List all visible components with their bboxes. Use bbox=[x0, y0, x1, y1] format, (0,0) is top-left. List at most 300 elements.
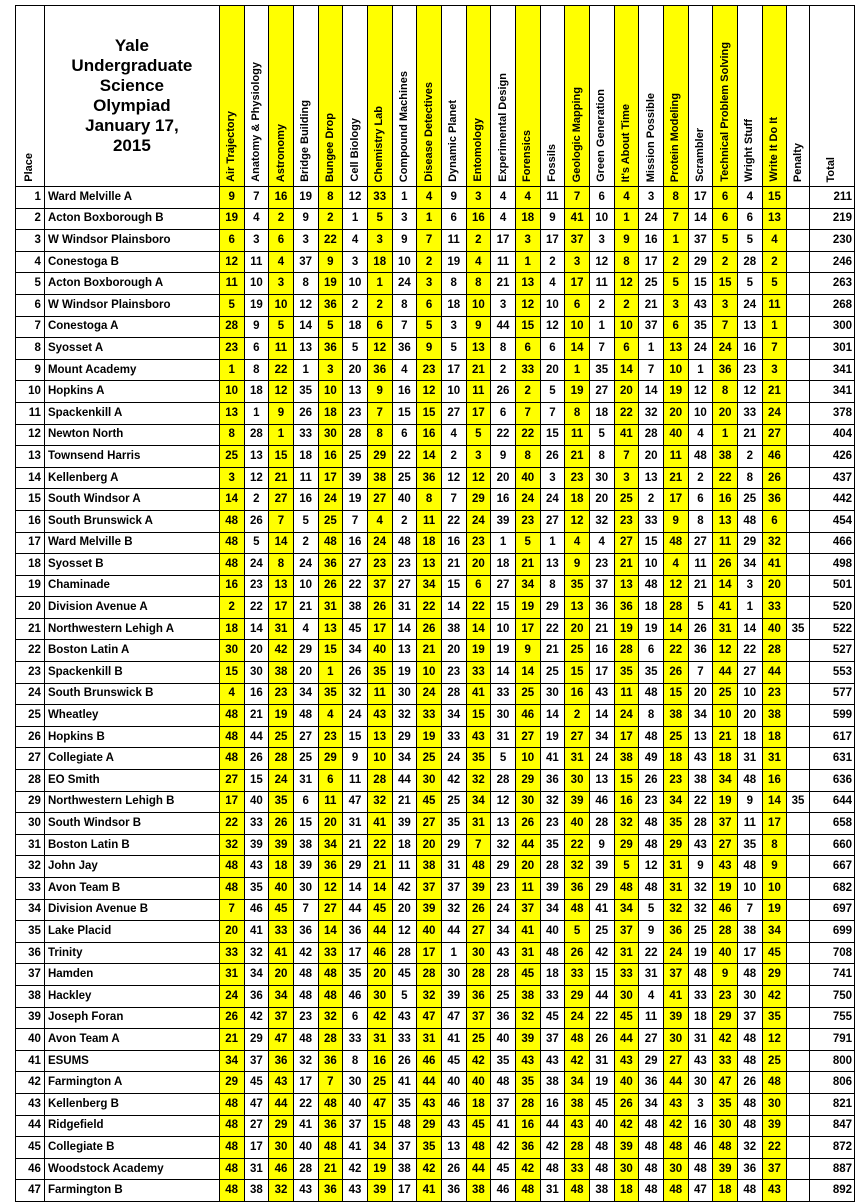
table-row bbox=[16, 770, 855, 792]
score-cell: 22 bbox=[688, 791, 713, 813]
place-cell: 36 bbox=[16, 942, 45, 964]
score-cell: 18 bbox=[713, 1180, 738, 1202]
score-cell: 20 bbox=[491, 467, 516, 489]
score-cell: 35 bbox=[367, 662, 392, 684]
score-cell: 48 bbox=[318, 1137, 343, 1159]
score-cell: 2 bbox=[515, 381, 540, 403]
score-cell: 22 bbox=[762, 1137, 787, 1159]
score-cell: 42 bbox=[367, 1007, 392, 1029]
score-cell: 12 bbox=[614, 273, 639, 295]
score-cell: 19 bbox=[713, 791, 738, 813]
score-cell: 34 bbox=[663, 791, 688, 813]
total-cell: 800 bbox=[809, 1050, 854, 1072]
score-cell: 33 bbox=[293, 424, 318, 446]
score-cell: 2 bbox=[491, 359, 516, 381]
score-cell: 36 bbox=[466, 985, 491, 1007]
score-cell: 47 bbox=[417, 1007, 442, 1029]
score-cell: 29 bbox=[367, 446, 392, 468]
team-name-cell: Collegiate A bbox=[44, 748, 219, 770]
penalty-cell bbox=[787, 1007, 810, 1029]
score-cell: 6 bbox=[219, 230, 244, 252]
score-cell: 42 bbox=[565, 1050, 590, 1072]
score-cell: 40 bbox=[244, 791, 269, 813]
score-cell: 29 bbox=[244, 1029, 269, 1051]
event-header: Technical Problem Solving bbox=[713, 6, 738, 187]
score-cell: 20 bbox=[762, 575, 787, 597]
score-cell: 39 bbox=[367, 1180, 392, 1202]
score-cell: 19 bbox=[392, 662, 417, 684]
score-cell: 10 bbox=[614, 316, 639, 338]
score-cell: 20 bbox=[515, 856, 540, 878]
score-cell: 20 bbox=[293, 662, 318, 684]
score-cell: 13 bbox=[589, 770, 614, 792]
score-cell: 27 bbox=[219, 770, 244, 792]
total-cell: 755 bbox=[809, 1007, 854, 1029]
score-cell: 43 bbox=[688, 1050, 713, 1072]
score-cell: 5 bbox=[713, 230, 738, 252]
score-cell: 14 bbox=[244, 618, 269, 640]
score-cell: 19 bbox=[540, 726, 565, 748]
table-row bbox=[16, 726, 855, 748]
score-cell: 48 bbox=[639, 1115, 664, 1137]
score-cell: 28 bbox=[614, 640, 639, 662]
score-cell: 43 bbox=[688, 294, 713, 316]
score-cell: 1 bbox=[392, 187, 417, 209]
score-cell: 39 bbox=[565, 791, 590, 813]
score-cell: 3 bbox=[219, 467, 244, 489]
score-cell: 31 bbox=[688, 1029, 713, 1051]
score-cell: 41 bbox=[663, 985, 688, 1007]
score-cell: 48 bbox=[565, 899, 590, 921]
score-cell: 38 bbox=[663, 705, 688, 727]
score-cell: 27 bbox=[688, 532, 713, 554]
team-name-cell: Hopkins A bbox=[44, 381, 219, 403]
score-cell: 9 bbox=[688, 856, 713, 878]
score-cell: 27 bbox=[614, 532, 639, 554]
score-cell: 29 bbox=[540, 597, 565, 619]
score-cell: 18 bbox=[244, 381, 269, 403]
score-cell: 3 bbox=[614, 467, 639, 489]
total-cell: 821 bbox=[809, 1093, 854, 1115]
score-cell: 7 bbox=[515, 402, 540, 424]
score-cell: 8 bbox=[491, 338, 516, 360]
score-cell: 12 bbox=[269, 381, 294, 403]
team-name-cell: South Brunswick A bbox=[44, 510, 219, 532]
score-cell: 12 bbox=[713, 640, 738, 662]
table-row bbox=[16, 359, 855, 381]
place-cell: 24 bbox=[16, 683, 45, 705]
score-cell: 8 bbox=[589, 446, 614, 468]
score-cell: 34 bbox=[293, 683, 318, 705]
place-cell: 39 bbox=[16, 1007, 45, 1029]
score-cell: 24 bbox=[515, 489, 540, 511]
total-cell: 454 bbox=[809, 510, 854, 532]
score-cell: 27 bbox=[417, 813, 442, 835]
score-cell: 18 bbox=[614, 1180, 639, 1202]
score-cell: 48 bbox=[491, 1072, 516, 1094]
score-cell: 36 bbox=[318, 338, 343, 360]
score-cell: 27 bbox=[343, 554, 368, 576]
score-cell: 27 bbox=[441, 402, 466, 424]
score-cell: 28 bbox=[293, 1158, 318, 1180]
score-cell: 31 bbox=[318, 597, 343, 619]
score-cell: 44 bbox=[417, 1072, 442, 1094]
score-cell: 45 bbox=[417, 791, 442, 813]
score-cell: 26 bbox=[441, 1158, 466, 1180]
score-cell: 8 bbox=[219, 424, 244, 446]
score-cell: 18 bbox=[713, 748, 738, 770]
total-cell: 631 bbox=[809, 748, 854, 770]
score-cell: 40 bbox=[762, 618, 787, 640]
score-cell: 19 bbox=[589, 1072, 614, 1094]
score-cell: 21 bbox=[540, 640, 565, 662]
score-cell: 17 bbox=[737, 942, 762, 964]
score-cell: 12 bbox=[491, 791, 516, 813]
score-cell: 41 bbox=[244, 921, 269, 943]
penalty-cell bbox=[787, 510, 810, 532]
score-cell: 5 bbox=[589, 424, 614, 446]
penalty-cell bbox=[787, 489, 810, 511]
score-cell: 6 bbox=[392, 424, 417, 446]
total-cell: 708 bbox=[809, 942, 854, 964]
score-cell: 9 bbox=[614, 230, 639, 252]
place-cell: 26 bbox=[16, 726, 45, 748]
score-cell: 23 bbox=[491, 878, 516, 900]
score-cell: 10 bbox=[417, 662, 442, 684]
score-cell: 45 bbox=[392, 964, 417, 986]
score-cell: 36 bbox=[318, 1050, 343, 1072]
score-cell: 30 bbox=[589, 467, 614, 489]
score-cell: 7 bbox=[219, 899, 244, 921]
score-cell: 2 bbox=[540, 251, 565, 273]
penalty-cell bbox=[787, 1115, 810, 1137]
score-cell: 31 bbox=[663, 856, 688, 878]
event-header: Write It Do It bbox=[762, 6, 787, 187]
score-cell: 28 bbox=[244, 424, 269, 446]
score-cell: 32 bbox=[244, 942, 269, 964]
score-cell: 19 bbox=[269, 705, 294, 727]
score-cell: 22 bbox=[367, 834, 392, 856]
score-cell: 11 bbox=[589, 273, 614, 295]
score-cell: 13 bbox=[219, 402, 244, 424]
penalty-cell bbox=[787, 683, 810, 705]
score-cell: 28 bbox=[688, 813, 713, 835]
penalty-cell bbox=[787, 748, 810, 770]
score-cell: 9 bbox=[565, 554, 590, 576]
score-cell: 48 bbox=[639, 878, 664, 900]
penalty-cell bbox=[787, 230, 810, 252]
score-cell: 4 bbox=[491, 208, 516, 230]
score-cell: 19 bbox=[417, 726, 442, 748]
score-cell: 13 bbox=[491, 813, 516, 835]
score-cell: 21 bbox=[367, 856, 392, 878]
score-cell: 26 bbox=[565, 942, 590, 964]
score-cell: 35 bbox=[762, 1007, 787, 1029]
score-cell: 32 bbox=[269, 1180, 294, 1202]
score-cell: 16 bbox=[688, 1115, 713, 1137]
score-cell: 25 bbox=[343, 446, 368, 468]
table-row bbox=[16, 1007, 855, 1029]
score-cell: 42 bbox=[343, 1158, 368, 1180]
score-cell: 2 bbox=[244, 489, 269, 511]
score-cell: 35 bbox=[688, 316, 713, 338]
total-cell: 219 bbox=[809, 208, 854, 230]
score-cell: 14 bbox=[663, 618, 688, 640]
score-cell: 41 bbox=[491, 1115, 516, 1137]
total-cell: 501 bbox=[809, 575, 854, 597]
score-cell: 15 bbox=[688, 273, 713, 295]
score-cell: 38 bbox=[269, 662, 294, 684]
score-cell: 39 bbox=[589, 856, 614, 878]
score-cell: 1 bbox=[614, 208, 639, 230]
score-cell: 20 bbox=[367, 964, 392, 986]
score-cell: 18 bbox=[466, 1093, 491, 1115]
score-cell: 34 bbox=[737, 554, 762, 576]
penalty-cell bbox=[787, 1137, 810, 1159]
score-cell: 39 bbox=[441, 985, 466, 1007]
score-cell: 15 bbox=[639, 532, 664, 554]
score-cell: 31 bbox=[540, 1180, 565, 1202]
score-cell: 14 bbox=[219, 489, 244, 511]
score-cell: 11 bbox=[417, 510, 442, 532]
score-cell: 20 bbox=[737, 705, 762, 727]
score-cell: 1 bbox=[565, 359, 590, 381]
score-cell: 48 bbox=[565, 1029, 590, 1051]
score-cell: 48 bbox=[688, 1158, 713, 1180]
score-cell: 31 bbox=[392, 597, 417, 619]
penalty-cell bbox=[787, 1180, 810, 1202]
score-cell: 1 bbox=[441, 942, 466, 964]
score-cell: 28 bbox=[367, 770, 392, 792]
score-cell: 37 bbox=[589, 575, 614, 597]
score-cell: 34 bbox=[269, 985, 294, 1007]
score-cell: 35 bbox=[293, 381, 318, 403]
score-cell: 41 bbox=[293, 1115, 318, 1137]
score-cell: 23 bbox=[318, 726, 343, 748]
team-name-cell: Trinity bbox=[44, 942, 219, 964]
score-cell: 38 bbox=[614, 748, 639, 770]
score-cell: 21 bbox=[343, 834, 368, 856]
score-cell: 29 bbox=[515, 770, 540, 792]
score-cell: 31 bbox=[515, 942, 540, 964]
score-cell: 25 bbox=[392, 467, 417, 489]
total-cell: 520 bbox=[809, 597, 854, 619]
score-cell: 9 bbox=[491, 446, 516, 468]
team-name-cell: Ward Melville B bbox=[44, 532, 219, 554]
score-cell: 39 bbox=[392, 813, 417, 835]
score-cell: 48 bbox=[219, 1137, 244, 1159]
score-cell: 29 bbox=[491, 856, 516, 878]
score-cell: 46 bbox=[269, 1158, 294, 1180]
score-cell: 35 bbox=[614, 662, 639, 684]
score-cell: 40 bbox=[589, 1115, 614, 1137]
score-cell: 30 bbox=[269, 1137, 294, 1159]
score-cell: 48 bbox=[589, 1137, 614, 1159]
score-cell: 5 bbox=[392, 985, 417, 1007]
score-cell: 27 bbox=[540, 510, 565, 532]
score-cell: 6 bbox=[589, 187, 614, 209]
event-header: Geologic Mapping bbox=[565, 6, 590, 187]
penalty-cell bbox=[787, 726, 810, 748]
score-cell: 48 bbox=[219, 878, 244, 900]
score-cell: 21 bbox=[417, 640, 442, 662]
score-cell: 37 bbox=[466, 1007, 491, 1029]
score-cell: 33 bbox=[343, 1029, 368, 1051]
score-cell: 38 bbox=[565, 1093, 590, 1115]
score-cell: 22 bbox=[244, 597, 269, 619]
score-cell: 24 bbox=[293, 554, 318, 576]
score-cell: 48 bbox=[219, 532, 244, 554]
score-cell: 27 bbox=[318, 899, 343, 921]
score-cell: 1 bbox=[367, 273, 392, 295]
score-cell: 5 bbox=[762, 273, 787, 295]
score-cell: 39 bbox=[614, 1137, 639, 1159]
score-cell: 14 bbox=[269, 532, 294, 554]
score-cell: 35 bbox=[392, 1093, 417, 1115]
score-cell: 10 bbox=[219, 381, 244, 403]
score-cell: 4 bbox=[269, 251, 294, 273]
score-cell: 48 bbox=[663, 532, 688, 554]
score-cell: 36 bbox=[318, 1115, 343, 1137]
score-cell: 31 bbox=[219, 964, 244, 986]
score-cell: 33 bbox=[639, 510, 664, 532]
score-cell: 33 bbox=[269, 921, 294, 943]
score-cell: 17 bbox=[219, 791, 244, 813]
score-cell: 35 bbox=[318, 683, 343, 705]
score-cell: 31 bbox=[244, 1158, 269, 1180]
score-cell: 36 bbox=[589, 597, 614, 619]
score-cell: 10 bbox=[639, 554, 664, 576]
place-cell: 2 bbox=[16, 208, 45, 230]
score-cell: 36 bbox=[441, 1180, 466, 1202]
score-cell: 23 bbox=[466, 532, 491, 554]
score-cell: 26 bbox=[392, 1050, 417, 1072]
team-name-cell: Kellenberg A bbox=[44, 467, 219, 489]
score-cell: 26 bbox=[713, 554, 738, 576]
score-cell: 39 bbox=[417, 899, 442, 921]
score-cell: 38 bbox=[713, 446, 738, 468]
score-cell: 9 bbox=[639, 921, 664, 943]
score-cell: 27 bbox=[491, 575, 516, 597]
score-cell: 14 bbox=[737, 618, 762, 640]
score-cell: 9 bbox=[417, 338, 442, 360]
score-cell: 17 bbox=[589, 662, 614, 684]
place-cell: 10 bbox=[16, 381, 45, 403]
score-cell: 23 bbox=[639, 791, 664, 813]
score-cell: 36 bbox=[343, 921, 368, 943]
score-cell: 39 bbox=[663, 1007, 688, 1029]
score-cell: 14 bbox=[293, 316, 318, 338]
score-cell: 48 bbox=[639, 1158, 664, 1180]
total-cell: 341 bbox=[809, 381, 854, 403]
table-row bbox=[16, 575, 855, 597]
table-row bbox=[16, 921, 855, 943]
score-cell: 32 bbox=[639, 402, 664, 424]
score-cell: 13 bbox=[244, 446, 269, 468]
score-cell: 9 bbox=[219, 187, 244, 209]
place-cell: 35 bbox=[16, 921, 45, 943]
score-cell: 6 bbox=[688, 489, 713, 511]
score-cell: 7 bbox=[269, 510, 294, 532]
score-cell: 31 bbox=[589, 1050, 614, 1072]
place-cell: 46 bbox=[16, 1158, 45, 1180]
score-cell: 2 bbox=[392, 510, 417, 532]
score-cell: 31 bbox=[466, 813, 491, 835]
score-cell: 25 bbox=[293, 748, 318, 770]
score-cell: 4 bbox=[614, 187, 639, 209]
event-header: Air Trajectory bbox=[219, 6, 244, 187]
score-cell: 18 bbox=[343, 316, 368, 338]
score-cell: 19 bbox=[639, 618, 664, 640]
team-name-cell: Northwestern Lehigh B bbox=[44, 791, 219, 813]
score-cell: 8 bbox=[466, 273, 491, 295]
place-cell: 29 bbox=[16, 791, 45, 813]
score-cell: 38 bbox=[762, 705, 787, 727]
table-row bbox=[16, 1093, 855, 1115]
score-cell: 24 bbox=[491, 899, 516, 921]
score-cell: 28 bbox=[737, 251, 762, 273]
score-cell: 17 bbox=[244, 1137, 269, 1159]
score-cell: 7 bbox=[688, 662, 713, 684]
score-cell: 32 bbox=[491, 834, 516, 856]
score-cell: 42 bbox=[269, 640, 294, 662]
score-cell: 34 bbox=[244, 964, 269, 986]
score-cell: 12 bbox=[244, 467, 269, 489]
place-cell: 4 bbox=[16, 251, 45, 273]
score-cell: 3 bbox=[565, 251, 590, 273]
score-cell: 12 bbox=[466, 467, 491, 489]
score-cell: 39 bbox=[491, 510, 516, 532]
table-row bbox=[16, 446, 855, 468]
score-cell: 46 bbox=[417, 1050, 442, 1072]
score-cell: 9 bbox=[540, 208, 565, 230]
score-cell: 36 bbox=[244, 985, 269, 1007]
score-cell: 37 bbox=[713, 813, 738, 835]
score-cell: 48 bbox=[639, 1137, 664, 1159]
score-cell: 44 bbox=[663, 1072, 688, 1094]
score-cell: 44 bbox=[392, 770, 417, 792]
event-header: Forensics bbox=[515, 6, 540, 187]
total-cell: 682 bbox=[809, 878, 854, 900]
score-cell: 48 bbox=[737, 1093, 762, 1115]
score-cell: 20 bbox=[318, 813, 343, 835]
score-cell: 11 bbox=[713, 532, 738, 554]
score-cell: 16 bbox=[219, 575, 244, 597]
score-cell: 24 bbox=[441, 748, 466, 770]
score-cell: 44 bbox=[762, 662, 787, 684]
score-cell: 6 bbox=[713, 208, 738, 230]
score-cell: 25 bbox=[762, 1050, 787, 1072]
score-cell: 48 bbox=[639, 683, 664, 705]
score-cell: 42 bbox=[589, 942, 614, 964]
score-cell: 36 bbox=[392, 338, 417, 360]
score-cell: 39 bbox=[244, 834, 269, 856]
score-cell: 4 bbox=[343, 230, 368, 252]
score-cell: 29 bbox=[713, 1007, 738, 1029]
score-cell: 5 bbox=[244, 532, 269, 554]
score-cell: 6 bbox=[491, 402, 516, 424]
score-cell: 33 bbox=[737, 402, 762, 424]
score-cell: 25 bbox=[713, 683, 738, 705]
score-cell: 48 bbox=[219, 1093, 244, 1115]
score-cell: 41 bbox=[367, 813, 392, 835]
score-cell: 25 bbox=[589, 921, 614, 943]
score-cell: 31 bbox=[367, 1029, 392, 1051]
score-cell: 30 bbox=[614, 1158, 639, 1180]
table-row bbox=[16, 705, 855, 727]
score-cell: 36 bbox=[491, 1007, 516, 1029]
team-name-cell: Hackley bbox=[44, 985, 219, 1007]
